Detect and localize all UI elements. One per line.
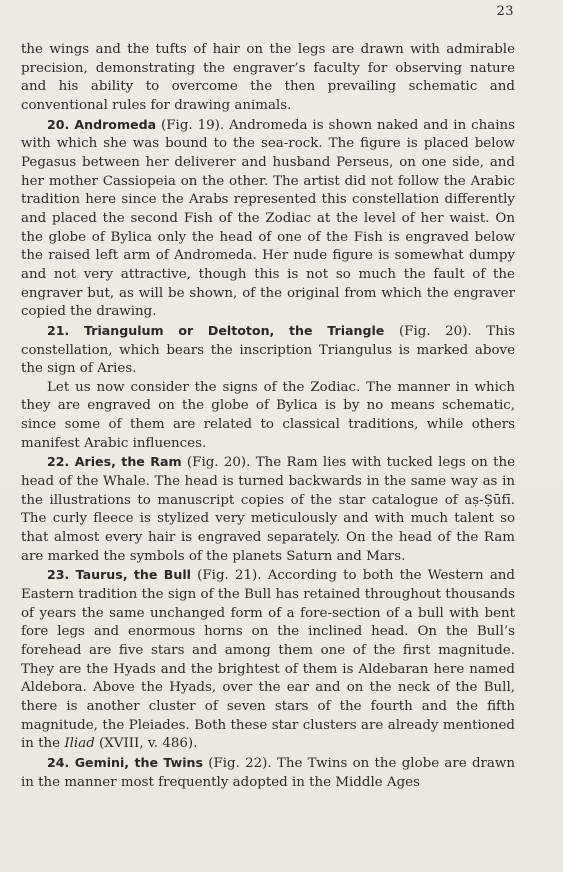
paragraph-text: Let us now consider the signs of the Zodiac. The manner in which they are engraved on the globe of Bylica is by no means schematic, since some of them are related to classical traditions, while others manifest Arabic influences. — [21, 379, 515, 451]
paragraph-andromeda — [21, 116, 515, 322]
paragraph-text: (Fig. 20). This constellation, which bears the inscription Triangulus is marked above the sign of Aries. — [21, 323, 515, 377]
book-title-iliad: Iliad — [64, 736, 95, 752]
paragraph-text: (Fig. 22). The Twins on the globe are drawn in the manner most frequently adopted in the Middle Ages — [21, 755, 515, 790]
paragraph-taurus — [21, 566, 515, 754]
paragraph-text: (Fig. 21). According to both the Western and Eastern tradition the sign of the Bull has retained throughout thousands of years the same unchanged form of a fore-section of a bull with bent fore legs and enormous horns on the inclined head. On the Bull’s forehead are five stars and among them one of the first magnitude. They are the Hyads and the brightest of them is Aldebaran here named Aldebora. Above the Hyads, over the ear and on the neck of the Bull, there is another cluster of seven stars of the fourth and the fifth magnitude, the Pleiades. Both these star clusters are already mentioned in the — [21, 568, 515, 752]
paragraph-text: (Fig. 19). Andromeda is shown naked and in chains with which she was bound to the sea-rock. The figure is placed below Pegasus between her deliverer and husband Perseus, on one side, and her mother Cassiopeia on the other. The artist did not follow the Arabic tradition here since the Arabs represented this constellation differently and placed the second Fish of the Zodiac at the level of her waist. On the globe of Bylica only the head of one of the Fish is engraved below the raised left arm of Andromeda. Her nude figure is somewhat dumpy and not very attractive, though this is not so much the fault of the engraver but, as will be shown, of the original from which the engraver copied the drawing. — [21, 117, 515, 320]
paragraph-aries — [21, 453, 515, 566]
paragraph-gemini — [21, 754, 515, 792]
page-number: 23 — [496, 4, 514, 19]
paragraph-text-tail: (XVIII, v. 486). — [94, 736, 198, 752]
paragraph-text: (Fig. 20). The Ram lies with tucked legs on the head of the Whale. The head is turned backwards in the same way as in the illustrations to manuscript copies of the star catalogue of aṣ-Ṣūfī. The curly fleece is stylized very meticulously and with much talent so that almost every hair is engraved separately. On the head of the Ram are marked the symbols of the planets Saturn and Mars. — [21, 455, 516, 564]
entry-heading-andromeda: 20. Andromeda — [47, 116, 157, 132]
entry-heading-aries: 22. Aries, the Ram — [47, 454, 182, 470]
paragraph-continuation — [21, 41, 515, 116]
paragraph-triangulum — [21, 322, 515, 379]
paragraph-zodiac-intro — [21, 379, 515, 454]
entry-heading-taurus: 23. Taurus, the Bull — [47, 567, 191, 583]
entry-heading-triangulum: 21. Triangulum or Deltoton, the Triangle — [47, 322, 385, 338]
entry-heading-gemini: 24. Gemini, the Twins — [47, 754, 203, 770]
paragraph-text: the wings and the tufts of hair on the legs are drawn with admirable precision, demonstrating the engraver’s faculty for observing nature and his ability to overcome the then prevailing schematic and conventional rules for drawing animals. — [21, 42, 515, 113]
body-text — [21, 41, 515, 792]
